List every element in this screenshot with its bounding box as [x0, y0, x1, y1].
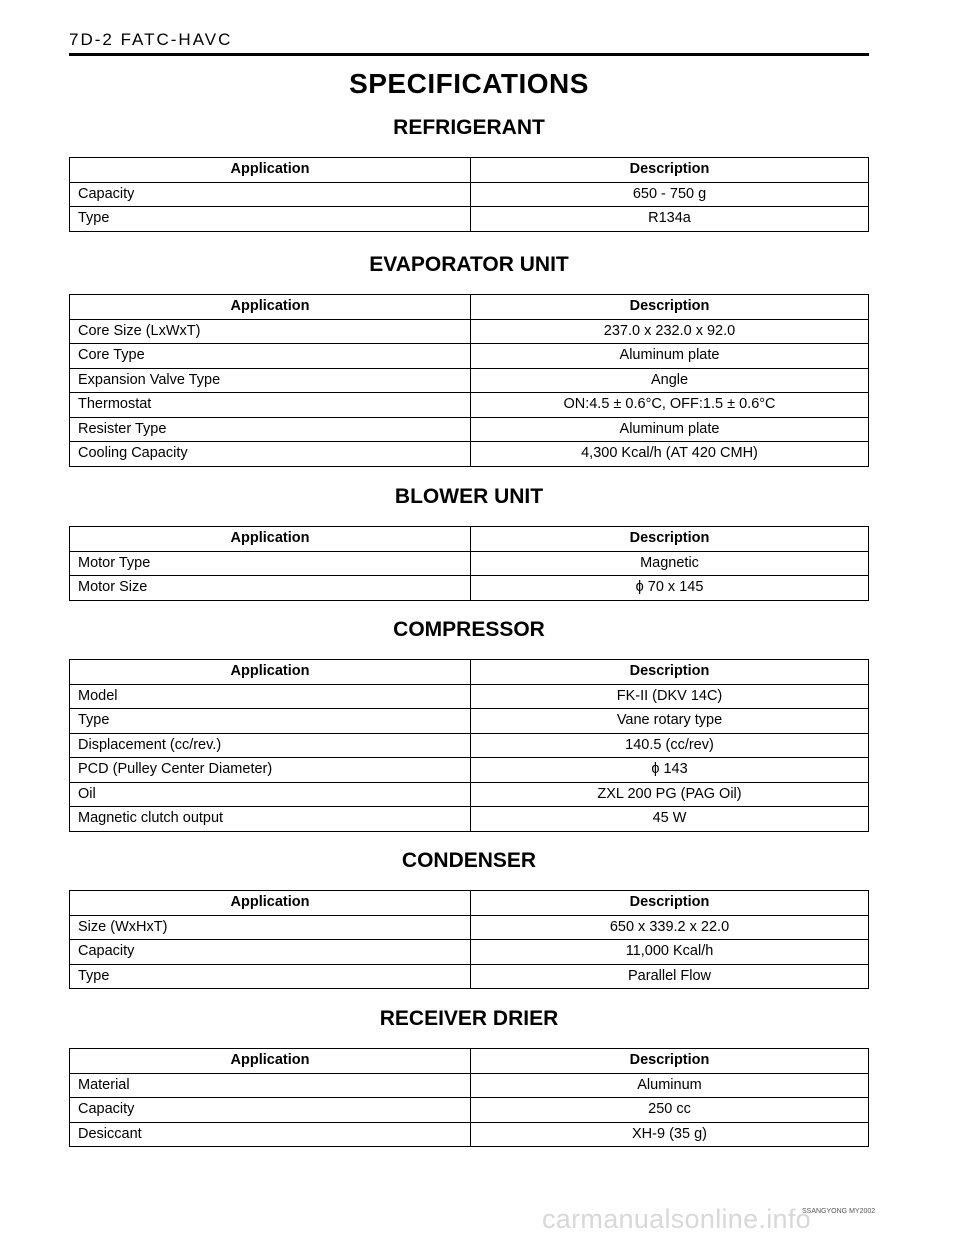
- description-cell: ZXL 200 PG (PAG Oil): [471, 782, 869, 807]
- section-title: RECEIVER DRIER: [379, 1007, 559, 1030]
- description-cell: 650 x 339.2 x 22.0: [471, 915, 869, 940]
- application-cell: Core Size (LxWxT): [70, 319, 471, 344]
- column-header-description: Description: [471, 891, 869, 916]
- section-title: REFRIGERANT: [393, 116, 545, 139]
- description-cell: R134a: [471, 207, 869, 232]
- application-cell: Capacity: [70, 182, 471, 207]
- table-row: [70, 758, 869, 783]
- table-row: [70, 684, 869, 709]
- application-cell: Size (WxHxT): [70, 915, 471, 940]
- application-cell: Magnetic clutch output: [70, 807, 471, 832]
- table-row: [70, 964, 869, 989]
- column-header-application: Application: [70, 158, 471, 183]
- application-cell: Type: [70, 709, 471, 734]
- table-header-row: [70, 295, 869, 320]
- table-header-row: [70, 158, 869, 183]
- spec-section: [69, 482, 869, 601]
- table-row: [70, 709, 869, 734]
- application-cell: Motor Type: [70, 551, 471, 576]
- application-cell: Model: [70, 684, 471, 709]
- application-cell: Material: [70, 1073, 471, 1098]
- application-cell: Cooling Capacity: [70, 442, 471, 467]
- table-row: [70, 733, 869, 758]
- table-row: [70, 782, 869, 807]
- table-row: [70, 807, 869, 832]
- column-header-application: Application: [70, 295, 471, 320]
- application-cell: Thermostat: [70, 393, 471, 418]
- description-cell: 45 W: [471, 807, 869, 832]
- table-header-row: [70, 1049, 869, 1074]
- description-cell: 250 cc: [471, 1098, 869, 1123]
- section-title: COMPRESSOR: [393, 618, 545, 641]
- table-row: [70, 915, 869, 940]
- spec-table: [69, 526, 869, 601]
- table-row: [70, 1073, 869, 1098]
- table-row: [70, 368, 869, 393]
- description-cell: 4,300 Kcal/h (AT 420 CMH): [471, 442, 869, 467]
- section-title: EVAPORATOR UNIT: [369, 253, 569, 276]
- application-cell: Expansion Valve Type: [70, 368, 471, 393]
- description-cell: XH-9 (35 g): [471, 1122, 869, 1147]
- description-cell: ϕ 143: [471, 758, 869, 783]
- column-header-application: Application: [70, 660, 471, 685]
- spec-section: [69, 1004, 869, 1147]
- description-cell: ON:4.5 ± 0.6°C, OFF:1.5 ± 0.6°C: [471, 393, 869, 418]
- column-header-description: Description: [471, 158, 869, 183]
- table-row: [70, 319, 869, 344]
- spec-section: [69, 615, 869, 832]
- table-row: [70, 393, 869, 418]
- application-cell: Resister Type: [70, 417, 471, 442]
- description-cell: Aluminum: [471, 1073, 869, 1098]
- application-cell: PCD (Pulley Center Diameter): [70, 758, 471, 783]
- spec-section: [69, 250, 869, 467]
- application-cell: Capacity: [70, 1098, 471, 1123]
- application-cell: Desiccant: [70, 1122, 471, 1147]
- column-header-application: Application: [70, 527, 471, 552]
- table-header-row: [70, 527, 869, 552]
- table-row: [70, 1122, 869, 1147]
- spec-table: [69, 157, 869, 232]
- description-cell: Parallel Flow: [471, 964, 869, 989]
- table-row: [70, 576, 869, 601]
- description-cell: 140.5 (cc/rev): [471, 733, 869, 758]
- table-row: [70, 442, 869, 467]
- column-header-description: Description: [471, 527, 869, 552]
- table-row: [70, 940, 869, 965]
- column-header-description: Description: [471, 1049, 869, 1074]
- section-title: BLOWER UNIT: [394, 485, 544, 508]
- description-cell: 650 - 750 g: [471, 182, 869, 207]
- application-cell: Capacity: [70, 940, 471, 965]
- application-cell: Oil: [70, 782, 471, 807]
- spec-table: [69, 659, 869, 832]
- description-cell: FK-II (DKV 14C): [471, 684, 869, 709]
- application-cell: Type: [70, 207, 471, 232]
- application-cell: Displacement (cc/rev.): [70, 733, 471, 758]
- page-header: 7D-2 FATC-HAVC: [69, 30, 233, 49]
- section-title: CONDENSER: [401, 849, 537, 872]
- column-header-description: Description: [471, 295, 869, 320]
- spec-table: [69, 1048, 869, 1147]
- application-cell: Type: [70, 964, 471, 989]
- page-title: SPECIFICATIONS: [349, 68, 589, 99]
- table-row: [70, 344, 869, 369]
- description-cell: 237.0 x 232.0 x 92.0: [471, 319, 869, 344]
- description-cell: Aluminum plate: [471, 417, 869, 442]
- spec-table: [69, 294, 869, 467]
- spec-table: [69, 890, 869, 989]
- model-id: SSANGYONG MY2002: [802, 1208, 876, 1215]
- description-cell: Vane rotary type: [471, 709, 869, 734]
- watermark: carmanualsonline.info: [542, 1204, 811, 1234]
- table-row: [70, 182, 869, 207]
- table-header-row: [70, 660, 869, 685]
- table-row: [70, 1098, 869, 1123]
- table-header-row: [70, 891, 869, 916]
- description-cell: Magnetic: [471, 551, 869, 576]
- table-row: [70, 417, 869, 442]
- description-cell: Angle: [471, 368, 869, 393]
- header-rule: [69, 53, 869, 56]
- description-cell: ϕ 70 x 145: [471, 576, 869, 601]
- application-cell: Motor Size: [70, 576, 471, 601]
- application-cell: Core Type: [70, 344, 471, 369]
- column-header-application: Application: [70, 891, 471, 916]
- spec-section: [69, 113, 869, 232]
- table-row: [70, 551, 869, 576]
- column-header-application: Application: [70, 1049, 471, 1074]
- description-cell: Aluminum plate: [471, 344, 869, 369]
- description-cell: 11,000 Kcal/h: [471, 940, 869, 965]
- column-header-description: Description: [471, 660, 869, 685]
- table-row: [70, 207, 869, 232]
- spec-section: [69, 846, 869, 989]
